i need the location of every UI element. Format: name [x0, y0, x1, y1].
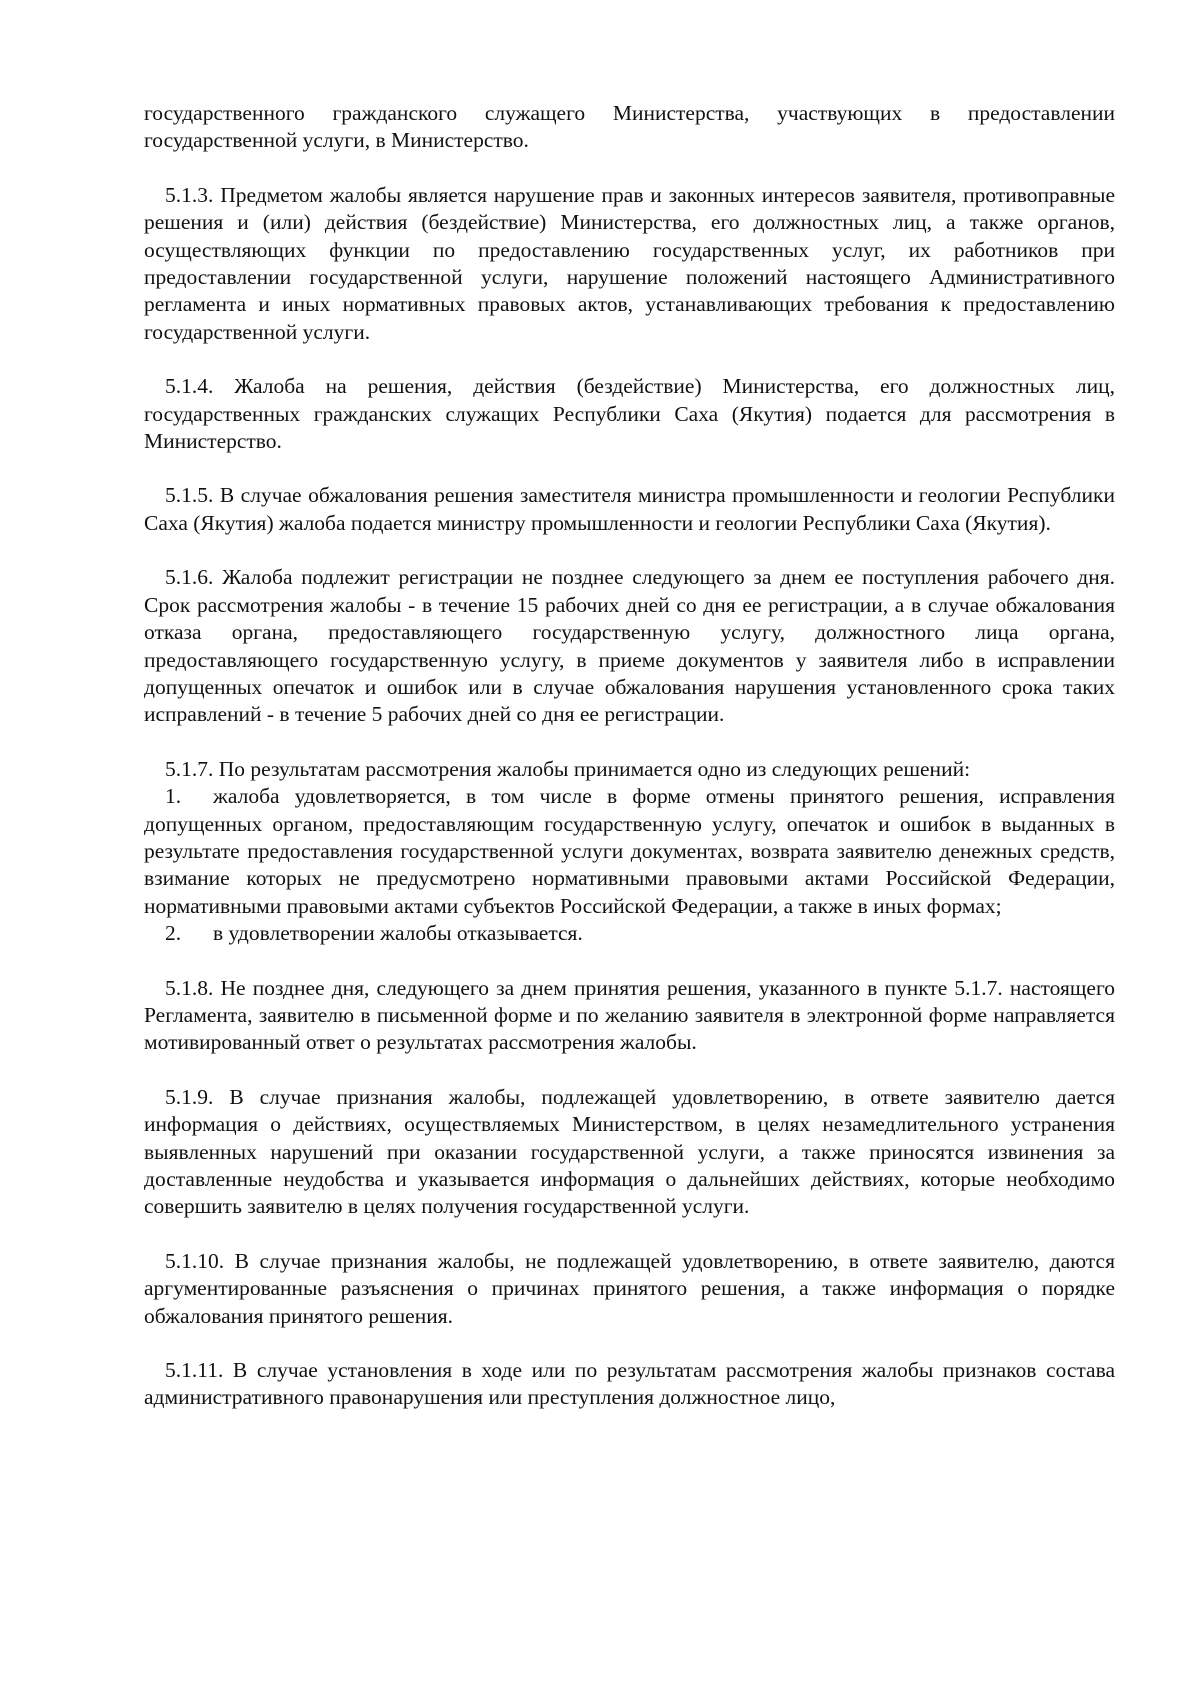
paragraph-5-1-4: 5.1.4. Жалоба на решения, действия (бездействие) Министерства, его должностных лиц, государственных гражданских служащих Республики Саха (Якутия) подается для рассмотрения в Министерство.	[144, 374, 1115, 454]
paragraph-5-1-11: 5.1.11. В случае установления в ходе или по результатам рассмотрения жалобы признаков состава административного правонарушения или преступления должностное лицо,	[144, 1358, 1115, 1410]
paragraph-5-1-5: 5.1.5. В случае обжалования решения заместителя министра промышленности и геологии Республики Саха (Якутия) жалоба подается министру промышленности и геологии Республики Саха (Якутия).	[144, 483, 1115, 535]
paragraph-5-1-7: 5.1.7. По результатам рассмотрения жалобы принимается одно из следующих решений:	[165, 756, 971, 781]
intro-paragraph: государственного гражданского служащего Министерства, участвующих в предоставлении государственной услуги, в Министерство.	[144, 101, 1115, 153]
document-page	[144, 100, 1115, 1412]
list-item-number: 2.	[165, 921, 182, 946]
paragraph-5-1-3: 5.1.3. Предметом жалобы является нарушение прав и законных интересов заявителя, противоправные решения и (или) действия (бездействие) Министерства, его должностных лиц, а также органов, осуществляющих функции по предоставлению государственных услуг, их работников при предоставлении государственной услуги, нарушение положений настоящего Административного регламента и иных нормативных правовых актов, устанавливающих требования к предоставлению государственной услуги.	[144, 182, 1115, 344]
list-item-text: в удовлетворении жалобы отказывается.	[213, 921, 583, 946]
paragraph-5-1-8: 5.1.8. Не позднее дня, следующего за днем принятия решения, указанного в пункте 5.1.7. настоящего Регламента, заявителю в письменной форме и по желанию заявителя в электронной форме направляется мотивированный ответ о результатах рассмотрения жалобы.	[144, 975, 1115, 1055]
list-item-text: жалоба удовлетворяется, в том числе в форме отмены принятого решения, исправления допущенных органом, предоставляющим государственную услугу, опечаток и ошибок в выданных в результате предоставления государственной услуги документах, возврата заявителю денежных средств, взимание которых не предусмотрено нормативными правовыми актами Российской Федерации, нормативными правовыми актами субъектов Российской Федерации, а также в иных формах;	[144, 784, 1115, 918]
list-item-number: 1.	[165, 784, 182, 809]
paragraph-5-1-9: 5.1.9. В случае признания жалобы, подлежащей удовлетворению, в ответе заявителю дается информация о действиях, осуществляемых Министерством, в целях незамедлительного устранения выявленных нарушений при оказании государственной услуги, а также приносятся извинения за доставленные неудобства и указывается информация о дальнейших действиях, которые необходимо совершить заявителю в целях получения государственной услуги.	[144, 1084, 1115, 1219]
list-item	[144, 783, 1115, 920]
paragraph-5-1-6: 5.1.6. Жалоба подлежит регистрации не позднее следующего за днем ее поступления рабочего дня. Срок рассмотрения жалобы - в течение 15 рабочих дней со дня ее регистрации, а в случае обжалования отказа органа, предоставляющего государственную услугу, должностного лица органа, предоставляющего государственную услугу, в приеме документов у заявителя либо в исправлении допущенных опечаток и ошибок или в случае обжалования нарушения установленного срока таких исправлений - в течение 5 рабочих дней со дня ее регистрации.	[144, 565, 1115, 727]
list-item	[144, 920, 1115, 947]
paragraph-5-1-10: 5.1.10. В случае признания жалобы, не подлежащей удовлетворению, в ответе заявителю, даются аргументированные разъяснения о причинах принятого решения, а также информация о порядке обжалования принятого решения.	[144, 1248, 1115, 1328]
